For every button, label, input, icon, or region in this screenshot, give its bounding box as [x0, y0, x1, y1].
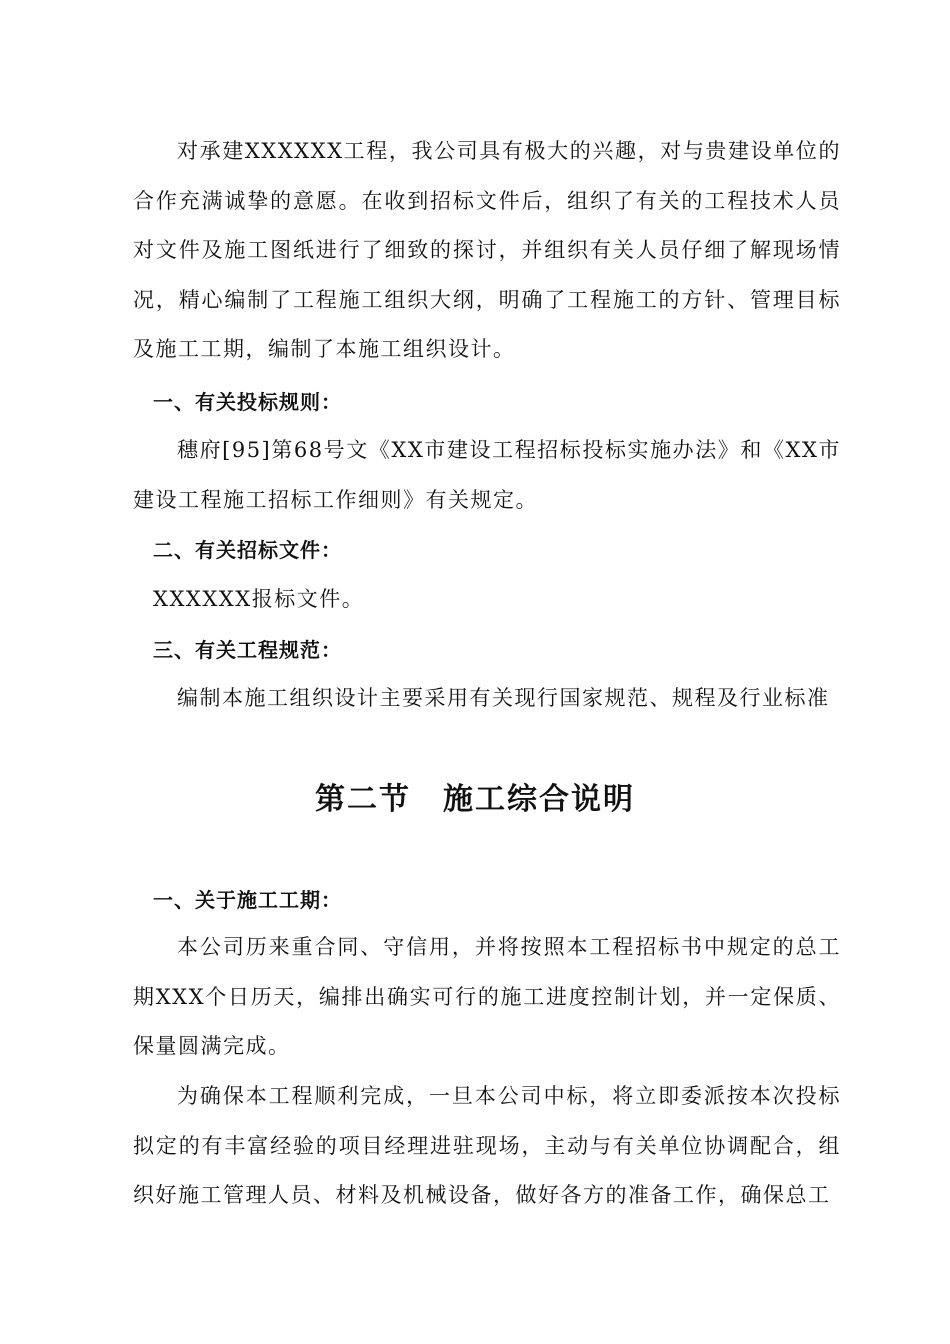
bidding-rules-paragraph: 穗府[95]第68号文《XX市建设工程招标投标实施办法》和《XX市建设工程施工招标工作细则》有关规定。 [133, 438, 841, 512]
section-heading-tender-documents: 二、有关招标文件： [153, 538, 342, 562]
intro-paragraph: 对承建XXXXXX工程，我公司具有极大的兴趣，对与贵建设单位的合作充满诚挚的意愿。在收到招标文件后，组织了有关的工程技术人员对文件及施工图纸进行了细致的探讨，并组织有关人员仔细了解现场情况，精心编制了工程施工组织大纲，明确了工程施工的方针、管理目标及施工工期，编制了本施工组织设计。 [133, 139, 841, 361]
construction-period-paragraph: 本公司历来重合同、守信用，并将按照本工程招标书中规定的总工期XXX个日历天，编排出确实可行的施工进度控制计划，并一定保质、保量圆满完成。 [133, 935, 841, 1058]
chapter-title: 第二节 施工综合说明 [315, 782, 635, 817]
section-heading-construction-period: 一、关于施工工期： [153, 888, 342, 912]
section-heading-bidding-rules: 一、有关投标规则： [153, 390, 342, 414]
section-heading-engineering-standards: 三、有关工程规范： [153, 638, 342, 662]
tender-documents-paragraph: XXXXXX报标文件。 [153, 587, 365, 611]
project-assurance-paragraph: 为确保本工程顺利完成，一旦本公司中标，将立即委派按本次投标拟定的有丰富经验的项目经理进驻现场，主动与有关单位协调配合，组织好施工管理人员、材料及机械设备，做好各方的准备工作，确保总工 [133, 1084, 841, 1207]
engineering-standards-paragraph: 编制本施工组织设计主要采用有关现行国家规范、规程及行业标准 [177, 686, 830, 710]
